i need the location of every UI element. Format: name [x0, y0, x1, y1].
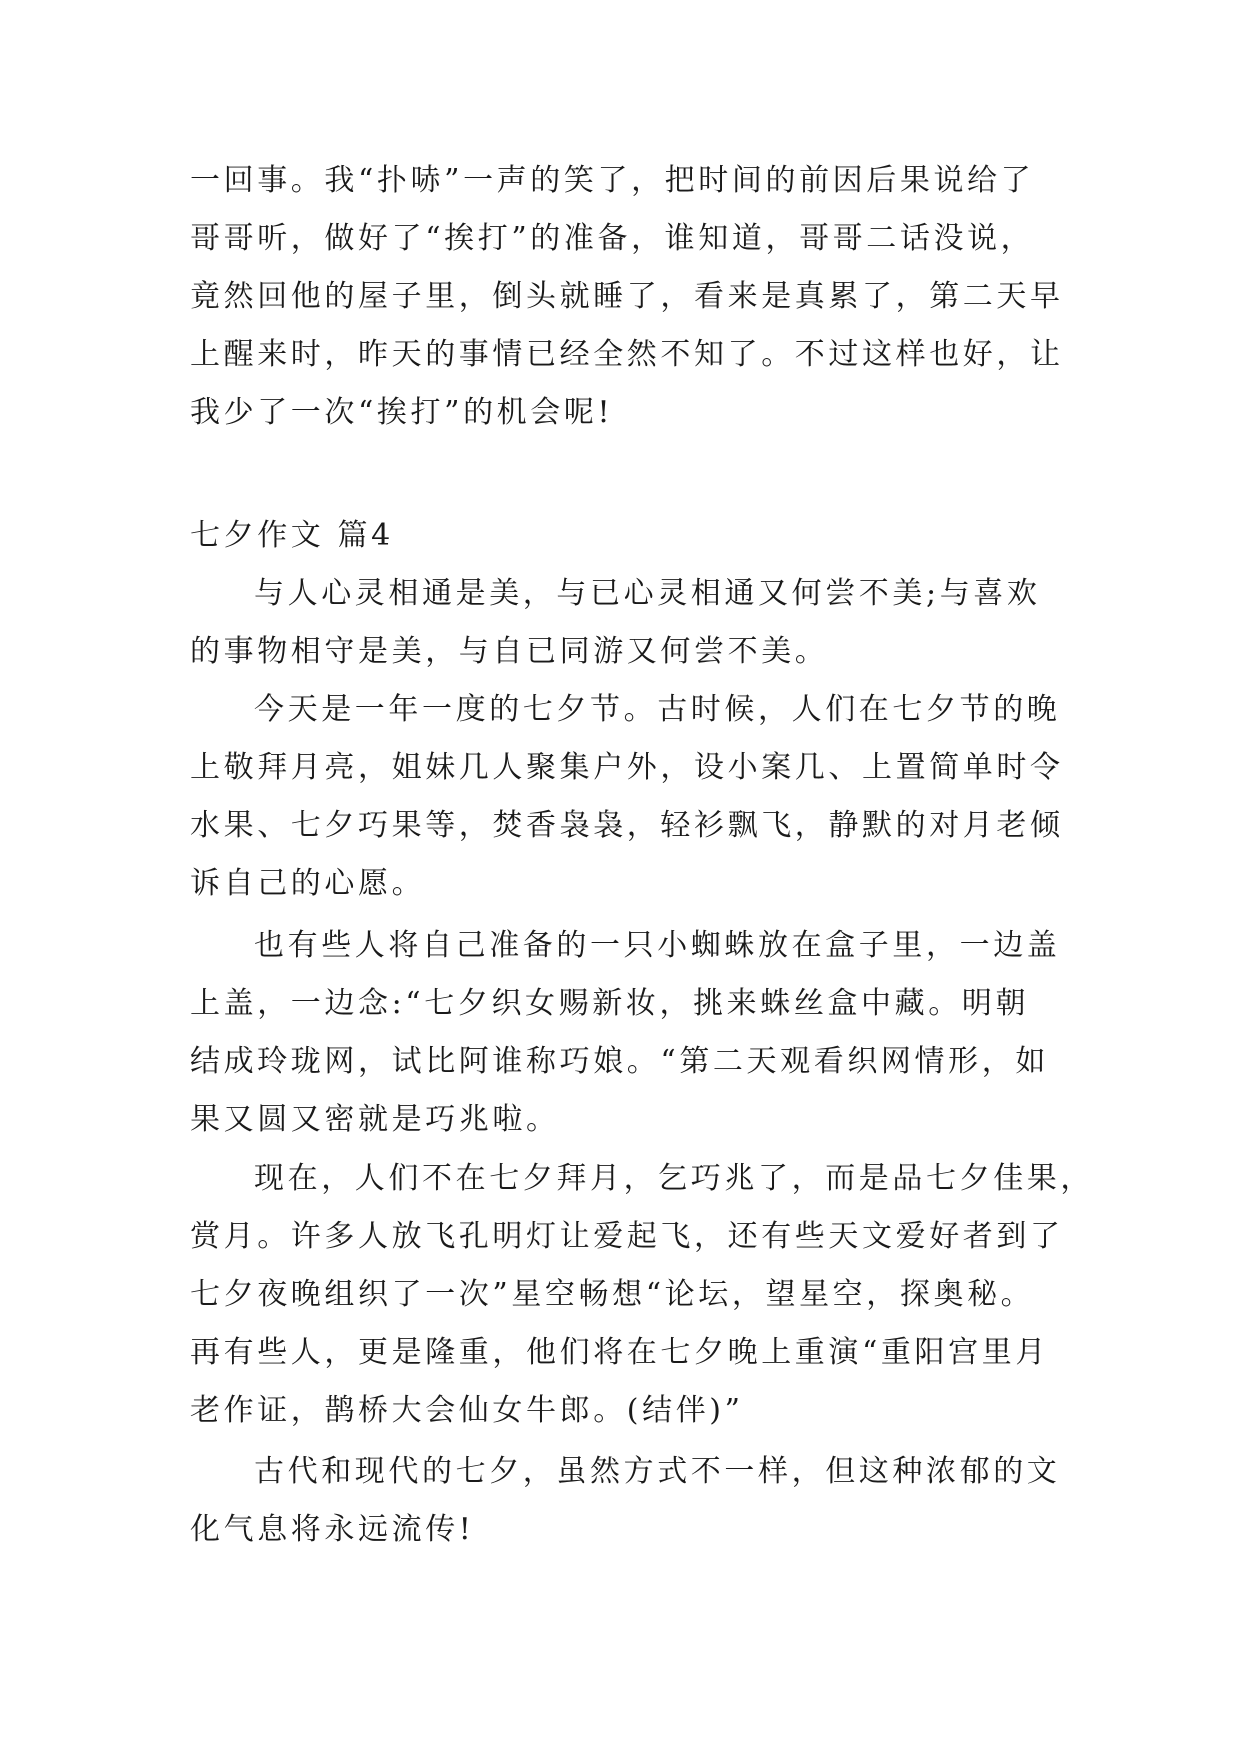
text-line: 上盖，一边念:“七夕织女赐新妆，挑来蛛丝盒中藏。明朝: [190, 986, 1030, 1021]
text-line: 古代和现代的七夕，虽然方式不一样，但这种浓郁的文: [254, 1454, 1061, 1489]
paragraph-5: [190, 1443, 1070, 1559]
paragraph-1: [190, 565, 1070, 681]
text-line: 一回事。我“扑哧”一声的笑了，把时间的前因后果说给了: [190, 163, 1035, 198]
paragraph-2: [190, 681, 1070, 913]
text-line: 哥哥听，做好了“挨打”的准备，谁知道，哥哥二话没说，: [190, 221, 1035, 256]
text-line: 水果、七夕巧果等，焚香袅袅，轻衫飘飞，静默的对月老倾: [190, 808, 1064, 843]
text-line: 与人心灵相通是美，与已心灵相通又何尝不美;与喜欢: [254, 576, 1041, 611]
text-line: 果又圆又密就是巧兆啦。: [190, 1102, 560, 1137]
text-line: 再有些人，更是隆重，他们将在七夕晚上重演“重阳宫里月: [190, 1335, 1049, 1370]
text-line: 上敬拜月亮，姐妹几人聚集户外，设小案几、上置简单时令: [190, 750, 1064, 785]
text-line: 上醒来时，昨天的事情已经全然不知了。不过这样也好，让: [190, 337, 1064, 372]
text-line: 老作证，鹊桥大会仙女牛郎。(结伴)”: [190, 1393, 744, 1428]
continuation-paragraph: [190, 152, 1070, 442]
paragraph-4: [190, 1150, 1094, 1440]
text-line: 也有些人将自己准备的一只小蜘蛛放在盒子里，一边盖: [254, 928, 1061, 963]
text-line: 七夕夜晚组织了一次”星空畅想“论坛，望星空，探奥秘。: [190, 1277, 1035, 1312]
text-line: 赏月。许多人放飞孔明灯让爱起飞，还有些天文爱好者到了: [190, 1219, 1064, 1254]
text-line: 现在，人们不在七夕拜月，乞巧兆了，而是品七夕佳果，: [254, 1161, 1094, 1196]
text-line: 诉自己的心愿。: [190, 866, 426, 901]
text-line: 的事物相守是美，与自已同游又何尝不美。: [190, 634, 829, 669]
section-heading-block: [190, 507, 1070, 565]
paragraph-3: [190, 917, 1070, 1149]
text-line: 今天是一年一度的七夕节。古时候，人们在七夕节的晚: [254, 692, 1061, 727]
text-line: 结成玲珑网，试比阿谁称巧娘。“第二天观看织网情形，如: [190, 1044, 1049, 1079]
text-line: 我少了一次“挨打”的机会呢!: [190, 395, 614, 430]
section-heading: 七夕作文 篇4: [190, 518, 394, 553]
text-line: 化气息将永远流传!: [190, 1512, 475, 1547]
text-line: 竟然回他的屋子里，倒头就睡了，看来是真累了，第二天早: [190, 279, 1064, 314]
